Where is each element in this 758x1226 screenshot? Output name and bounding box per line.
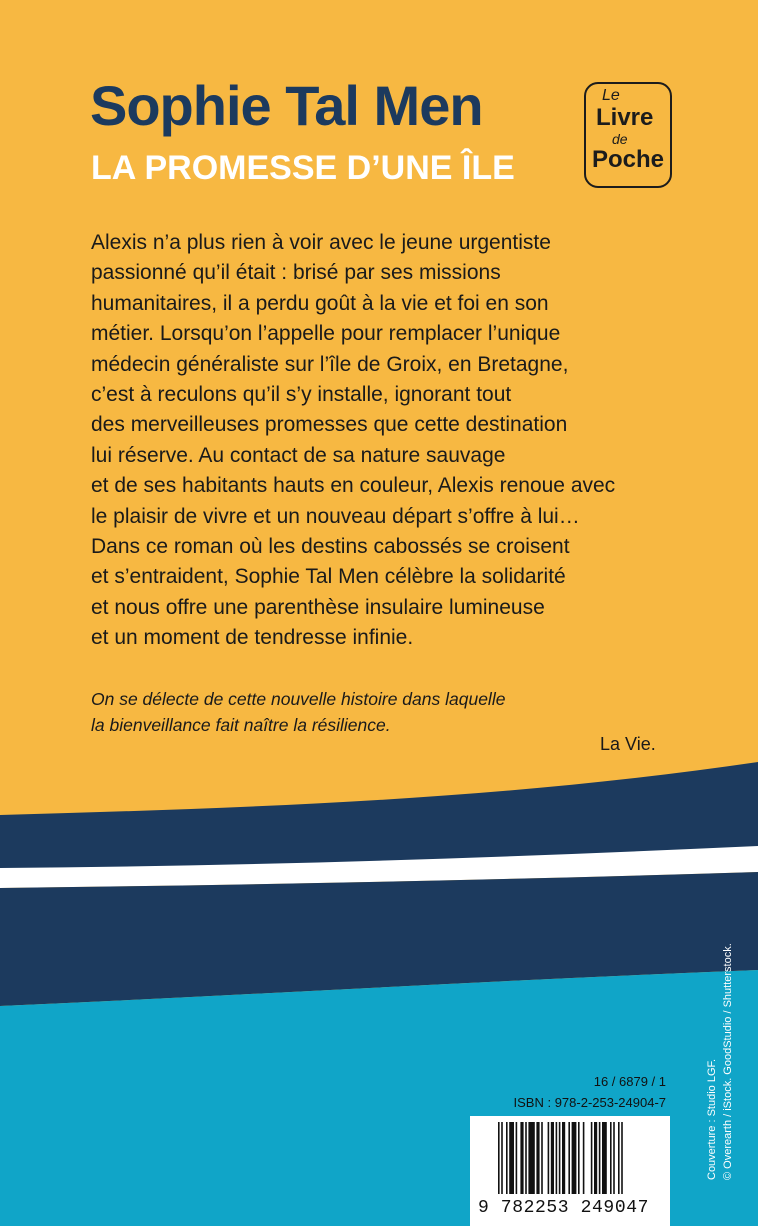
barcode-bar: [602, 1122, 607, 1194]
blurb-line: et de ses habitants hauts en couleur, Alexis renoue avec: [91, 474, 616, 498]
le-livre-de-poche-logo: [584, 82, 672, 188]
barcode-bar: [506, 1122, 508, 1194]
cover-credits: [704, 943, 736, 1180]
author-name: Sophie Tal Men: [90, 74, 483, 137]
barcode-digits: 9 782253 249047: [478, 1198, 650, 1218]
barcode-bar: [610, 1122, 612, 1194]
barcode-bar: [583, 1122, 585, 1194]
press-quote: [91, 686, 505, 738]
catalog-codes: [480, 1071, 666, 1113]
logo-word-poche: Poche: [592, 146, 665, 173]
isbn-number: ISBN : 978-2-253-24904-7: [513, 1095, 666, 1110]
barcode-bar: [618, 1122, 620, 1194]
blurb-line: et s’entraident, Sophie Tal Men célèbre la solidarité: [91, 565, 566, 589]
logo-word-le: Le: [602, 87, 620, 104]
catalog-number: 16 / 6879 / 1: [593, 1074, 666, 1089]
credits-line: © Overearth / iStock. GoodStudio / Shutterstock.: [722, 943, 734, 1180]
barcode-bar: [551, 1122, 554, 1194]
barcode-bar: [501, 1122, 503, 1194]
barcode-bar: [516, 1122, 518, 1194]
blurb-line: lui réserve. Au contact de sa nature sauvage: [91, 443, 506, 467]
barcode-bar: [594, 1122, 597, 1194]
logo-word-livre: Livre: [596, 104, 654, 131]
barcode-bar: [525, 1122, 527, 1194]
barcode-bar: [591, 1122, 593, 1194]
barcode-panel: [470, 1116, 670, 1226]
barcode-bar: [528, 1122, 534, 1194]
quote-source: La Vie.: [600, 734, 656, 754]
blurb-line: Dans ce roman où les destins cabossés se croisent: [91, 535, 570, 559]
quote-line: On se délecte de cette nouvelle histoire dans laquelle: [91, 689, 506, 709]
blurb-line: et nous offre une parenthèse insulaire lumineuse: [91, 595, 545, 619]
barcode-bar: [520, 1122, 523, 1194]
barcode-bar: [613, 1122, 615, 1194]
blurb-line: des merveilleuses promesses que cette destination: [91, 413, 568, 437]
blurb-line: humanitaires, il a perdu goût à la vie et foi en son: [91, 291, 549, 315]
barcode-bars: [498, 1122, 662, 1194]
barcode-bar: [498, 1122, 500, 1194]
blurb-line: métier. Lorsqu’on l’appelle pour remplacer l’unique: [91, 322, 561, 346]
logo-word-de: de: [612, 131, 628, 147]
quote-line: la bienveillance fait naître la résilience.: [91, 715, 391, 735]
barcode-bar: [536, 1122, 539, 1194]
barcode-bar: [541, 1122, 543, 1194]
blurb-line: le plaisir de vivre et un nouveau départ s’offre à lui…: [91, 504, 580, 528]
barcode-bar: [509, 1122, 514, 1194]
blurb-line: médecin généraliste sur l’île de Groix, en Bretagne,: [91, 352, 569, 376]
barcode-bar: [572, 1122, 577, 1194]
barcode-bar: [578, 1122, 580, 1194]
barcode-bar: [548, 1122, 550, 1194]
barcode-bar: [621, 1122, 623, 1194]
barcode-bar: [599, 1122, 601, 1194]
barcode-bar: [562, 1122, 565, 1194]
book-title: LA PROMESSE D’UNE ÎLE: [91, 149, 515, 187]
credits-line: Couverture : Studio LGF.: [706, 1058, 718, 1180]
back-cover-blurb: [91, 228, 691, 654]
blurb-line: Alexis n’a plus rien à voir avec le jeune urgentiste: [91, 231, 551, 254]
barcode-bar: [559, 1122, 561, 1194]
barcode-bar: [556, 1122, 558, 1194]
blurb-line: passionné qu’il était : brisé par ses missions: [91, 261, 501, 285]
blurb-line: et un moment de tendresse infinie.: [91, 626, 414, 650]
blurb-line: c’est à reculons qu’il s’y installe, ignorant tout: [91, 383, 512, 407]
barcode-bar: [568, 1122, 570, 1194]
